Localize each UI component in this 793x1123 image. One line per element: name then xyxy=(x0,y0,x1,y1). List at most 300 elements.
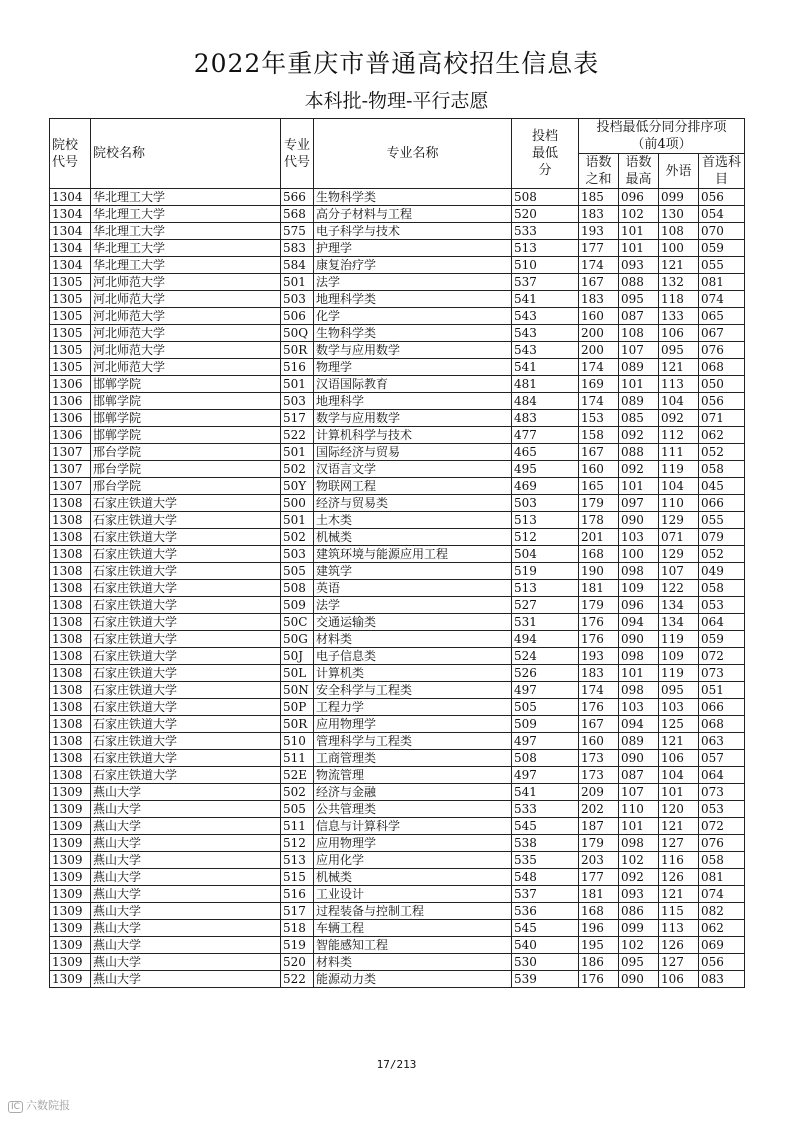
cell-max-score: 093 xyxy=(619,886,659,903)
cell-min-score: 483 xyxy=(512,410,579,427)
cell-major-code: 501 xyxy=(281,376,314,393)
cell-major-code: 50P xyxy=(281,699,314,716)
cell-max-score: 096 xyxy=(619,189,659,206)
cell-sum-score: 187 xyxy=(579,818,619,835)
cell-major-code: 50N xyxy=(281,682,314,699)
cell-sum-score: 179 xyxy=(579,495,619,512)
cell-sum-score: 181 xyxy=(579,580,619,597)
cell-max-score: 103 xyxy=(619,699,659,716)
cell-english-score: 095 xyxy=(659,682,699,699)
cell-school-code: 1304 xyxy=(50,257,91,274)
cell-english-score: 101 xyxy=(659,784,699,801)
cell-english-score: 107 xyxy=(659,563,699,580)
cell-school-name: 燕山大学 xyxy=(91,852,281,869)
cell-major-name: 法学 xyxy=(314,597,512,614)
cell-english-score: 133 xyxy=(659,308,699,325)
cell-sum-score: 173 xyxy=(579,750,619,767)
table-row xyxy=(50,767,745,784)
cell-english-score: 132 xyxy=(659,274,699,291)
cell-min-score: 495 xyxy=(512,461,579,478)
cell-english-score: 127 xyxy=(659,835,699,852)
cell-min-score: 541 xyxy=(512,784,579,801)
cell-primary-score: 059 xyxy=(699,240,745,257)
cell-min-score: 527 xyxy=(512,597,579,614)
cell-school-code: 1309 xyxy=(50,903,91,920)
cell-primary-score: 074 xyxy=(699,886,745,903)
cell-max-score: 101 xyxy=(619,376,659,393)
cell-min-score: 524 xyxy=(512,648,579,665)
cell-school-name: 燕山大学 xyxy=(91,886,281,903)
cell-school-code: 1308 xyxy=(50,546,91,563)
cell-school-code: 1305 xyxy=(50,342,91,359)
cell-school-name: 石家庄铁道大学 xyxy=(91,665,281,682)
table-row xyxy=(50,954,745,971)
cell-min-score: 543 xyxy=(512,342,579,359)
table-row xyxy=(50,682,745,699)
cell-major-name: 计算机类 xyxy=(314,665,512,682)
cell-school-name: 石家庄铁道大学 xyxy=(91,614,281,631)
cell-max-score: 102 xyxy=(619,206,659,223)
cell-english-score: 111 xyxy=(659,444,699,461)
cell-max-score: 088 xyxy=(619,274,659,291)
cell-sum-score: 183 xyxy=(579,665,619,682)
cell-sum-score: 190 xyxy=(579,563,619,580)
cell-major-code: 516 xyxy=(281,359,314,376)
cell-school-name: 石家庄铁道大学 xyxy=(91,631,281,648)
cell-school-code: 1307 xyxy=(50,478,91,495)
cell-min-score: 513 xyxy=(512,240,579,257)
cell-school-code: 1309 xyxy=(50,869,91,886)
cell-major-name: 高分子材料与工程 xyxy=(314,206,512,223)
cell-primary-score: 072 xyxy=(699,818,745,835)
cell-major-code: 50J xyxy=(281,648,314,665)
cell-major-name: 过程装备与控制工程 xyxy=(314,903,512,920)
cell-school-name: 华北理工大学 xyxy=(91,257,281,274)
cell-sum-score: 158 xyxy=(579,427,619,444)
cell-major-code: 502 xyxy=(281,784,314,801)
cell-major-code: 506 xyxy=(281,308,314,325)
cell-sum-score: 202 xyxy=(579,801,619,818)
cell-sum-score: 153 xyxy=(579,410,619,427)
cell-sum-score: 167 xyxy=(579,444,619,461)
cell-primary-score: 073 xyxy=(699,784,745,801)
cell-major-code: 511 xyxy=(281,750,314,767)
cell-min-score: 513 xyxy=(512,580,579,597)
cell-school-code: 1308 xyxy=(50,614,91,631)
table-row xyxy=(50,427,745,444)
cell-max-score: 101 xyxy=(619,223,659,240)
cell-major-code: 583 xyxy=(281,240,314,257)
cell-english-score: 106 xyxy=(659,971,699,988)
header-school-code: 院校代号 xyxy=(50,119,91,189)
cell-max-score: 095 xyxy=(619,291,659,308)
cell-major-name: 计算机科学与技术 xyxy=(314,427,512,444)
cell-english-score: 119 xyxy=(659,631,699,648)
cell-sum-score: 179 xyxy=(579,835,619,852)
cell-english-score: 121 xyxy=(659,359,699,376)
cell-max-score: 107 xyxy=(619,342,659,359)
cell-primary-score: 073 xyxy=(699,665,745,682)
cell-max-score: 095 xyxy=(619,954,659,971)
cell-major-name: 物联网工程 xyxy=(314,478,512,495)
cell-school-code: 1309 xyxy=(50,954,91,971)
header-major-name: 专业名称 xyxy=(314,119,512,189)
cell-major-name: 建筑环境与能源应用工程 xyxy=(314,546,512,563)
cell-primary-score: 068 xyxy=(699,716,745,733)
cell-school-code: 1309 xyxy=(50,920,91,937)
cell-primary-score: 064 xyxy=(699,767,745,784)
header-sub-sum: 语数之和 xyxy=(579,154,619,189)
cell-school-code: 1306 xyxy=(50,393,91,410)
cell-primary-score: 053 xyxy=(699,597,745,614)
cell-major-code: 510 xyxy=(281,733,314,750)
cell-min-score: 533 xyxy=(512,801,579,818)
cell-english-score: 115 xyxy=(659,903,699,920)
cell-school-name: 河北师范大学 xyxy=(91,291,281,308)
cell-school-name: 石家庄铁道大学 xyxy=(91,580,281,597)
cell-min-score: 538 xyxy=(512,835,579,852)
cell-primary-score: 056 xyxy=(699,393,745,410)
cell-min-score: 512 xyxy=(512,529,579,546)
cell-primary-score: 058 xyxy=(699,580,745,597)
table-row xyxy=(50,597,745,614)
cell-english-score: 121 xyxy=(659,257,699,274)
cell-school-name: 石家庄铁道大学 xyxy=(91,699,281,716)
cell-primary-score: 067 xyxy=(699,325,745,342)
cell-major-name: 地理科学类 xyxy=(314,291,512,308)
cell-major-name: 英语 xyxy=(314,580,512,597)
cell-major-name: 地理科学 xyxy=(314,393,512,410)
cell-sum-score: 186 xyxy=(579,954,619,971)
cell-english-score: 104 xyxy=(659,767,699,784)
cell-major-name: 机械类 xyxy=(314,869,512,886)
cell-min-score: 508 xyxy=(512,750,579,767)
table-row xyxy=(50,478,745,495)
cell-english-score: 130 xyxy=(659,206,699,223)
table-row xyxy=(50,495,745,512)
cell-major-name: 公共管理类 xyxy=(314,801,512,818)
cell-primary-score: 071 xyxy=(699,410,745,427)
cell-major-name: 交通运输类 xyxy=(314,614,512,631)
cell-major-code: 50G xyxy=(281,631,314,648)
cell-max-score: 101 xyxy=(619,240,659,257)
cell-major-name: 材料类 xyxy=(314,631,512,648)
cell-major-code: 50R xyxy=(281,716,314,733)
cell-max-score: 098 xyxy=(619,563,659,580)
cell-major-code: 503 xyxy=(281,393,314,410)
cell-school-code: 1308 xyxy=(50,699,91,716)
cell-major-code: 566 xyxy=(281,189,314,206)
cell-major-name: 信息与计算科学 xyxy=(314,818,512,835)
watermark xyxy=(8,1097,70,1113)
cell-primary-score: 062 xyxy=(699,920,745,937)
cell-school-name: 石家庄铁道大学 xyxy=(91,750,281,767)
cell-primary-score: 069 xyxy=(699,937,745,954)
cell-min-score: 545 xyxy=(512,818,579,835)
cell-sum-score: 169 xyxy=(579,376,619,393)
cell-primary-score: 066 xyxy=(699,495,745,512)
cell-sum-score: 177 xyxy=(579,869,619,886)
cell-school-code: 1308 xyxy=(50,750,91,767)
cell-school-name: 燕山大学 xyxy=(91,835,281,852)
cell-major-code: 500 xyxy=(281,495,314,512)
cell-school-code: 1308 xyxy=(50,716,91,733)
cell-major-code: 50Y xyxy=(281,478,314,495)
cell-english-score: 100 xyxy=(659,240,699,257)
cell-major-code: 516 xyxy=(281,886,314,903)
cell-min-score: 484 xyxy=(512,393,579,410)
cell-school-code: 1308 xyxy=(50,648,91,665)
cell-primary-score: 052 xyxy=(699,444,745,461)
table-row xyxy=(50,903,745,920)
cell-max-score: 100 xyxy=(619,546,659,563)
cell-english-score: 134 xyxy=(659,597,699,614)
cell-school-name: 华北理工大学 xyxy=(91,223,281,240)
cell-primary-score: 066 xyxy=(699,699,745,716)
cell-major-code: 502 xyxy=(281,529,314,546)
cell-school-name: 燕山大学 xyxy=(91,954,281,971)
cell-school-code: 1308 xyxy=(50,580,91,597)
cell-primary-score: 083 xyxy=(699,971,745,988)
cell-english-score: 120 xyxy=(659,801,699,818)
cell-english-score: 106 xyxy=(659,750,699,767)
table-row xyxy=(50,631,745,648)
cell-major-name: 经济与金融 xyxy=(314,784,512,801)
cell-school-name: 华北理工大学 xyxy=(91,206,281,223)
cell-major-code: 515 xyxy=(281,869,314,886)
cell-sum-score: 183 xyxy=(579,291,619,308)
cell-major-code: 520 xyxy=(281,954,314,971)
cell-max-score: 101 xyxy=(619,478,659,495)
cell-primary-score: 063 xyxy=(699,733,745,750)
cell-english-score: 071 xyxy=(659,529,699,546)
cell-school-code: 1304 xyxy=(50,206,91,223)
cell-min-score: 537 xyxy=(512,886,579,903)
table-row xyxy=(50,546,745,563)
cell-max-score: 092 xyxy=(619,869,659,886)
cell-primary-score: 056 xyxy=(699,954,745,971)
cell-english-score: 110 xyxy=(659,495,699,512)
cell-english-score: 113 xyxy=(659,920,699,937)
cell-english-score: 122 xyxy=(659,580,699,597)
table-row xyxy=(50,699,745,716)
cell-min-score: 497 xyxy=(512,733,579,750)
cell-min-score: 541 xyxy=(512,291,579,308)
cell-major-code: 505 xyxy=(281,801,314,818)
cell-max-score: 107 xyxy=(619,784,659,801)
cell-min-score: 533 xyxy=(512,223,579,240)
cell-school-code: 1309 xyxy=(50,852,91,869)
cell-major-name: 康复治疗学 xyxy=(314,257,512,274)
table-row xyxy=(50,393,745,410)
cell-max-score: 093 xyxy=(619,257,659,274)
cell-min-score: 494 xyxy=(512,631,579,648)
cell-min-score: 477 xyxy=(512,427,579,444)
cell-sum-score: 196 xyxy=(579,920,619,937)
cell-max-score: 089 xyxy=(619,359,659,376)
cell-sum-score: 176 xyxy=(579,971,619,988)
cell-major-name: 车辆工程 xyxy=(314,920,512,937)
cell-english-score: 109 xyxy=(659,648,699,665)
cell-english-score: 104 xyxy=(659,393,699,410)
cell-major-name: 生物科学类 xyxy=(314,189,512,206)
cell-max-score: 098 xyxy=(619,648,659,665)
cell-school-name: 石家庄铁道大学 xyxy=(91,648,281,665)
cell-major-code: 522 xyxy=(281,971,314,988)
cell-max-score: 094 xyxy=(619,716,659,733)
table-row xyxy=(50,665,745,682)
cell-major-name: 电子科学与技术 xyxy=(314,223,512,240)
cell-primary-score: 055 xyxy=(699,257,745,274)
cell-major-name: 安全科学与工程类 xyxy=(314,682,512,699)
cell-min-score: 548 xyxy=(512,869,579,886)
cell-primary-score: 064 xyxy=(699,614,745,631)
cell-min-score: 465 xyxy=(512,444,579,461)
cell-primary-score: 057 xyxy=(699,750,745,767)
cell-school-code: 1308 xyxy=(50,495,91,512)
cell-major-name: 智能感知工程 xyxy=(314,937,512,954)
cell-school-code: 1306 xyxy=(50,427,91,444)
table-row xyxy=(50,818,745,835)
cell-major-code: 522 xyxy=(281,427,314,444)
cell-english-score: 121 xyxy=(659,818,699,835)
cell-school-code: 1308 xyxy=(50,597,91,614)
cell-school-code: 1304 xyxy=(50,189,91,206)
cell-major-name: 国际经济与贸易 xyxy=(314,444,512,461)
cell-major-name: 材料类 xyxy=(314,954,512,971)
cell-major-code: 519 xyxy=(281,937,314,954)
cell-english-score: 095 xyxy=(659,342,699,359)
cell-school-name: 石家庄铁道大学 xyxy=(91,716,281,733)
cell-english-score: 099 xyxy=(659,189,699,206)
table-row xyxy=(50,852,745,869)
table-row xyxy=(50,750,745,767)
cell-school-code: 1309 xyxy=(50,937,91,954)
cell-school-code: 1309 xyxy=(50,784,91,801)
cell-major-name: 建筑学 xyxy=(314,563,512,580)
cell-min-score: 497 xyxy=(512,767,579,784)
cell-min-score: 510 xyxy=(512,257,579,274)
cell-school-code: 1305 xyxy=(50,274,91,291)
cell-major-name: 汉语言文学 xyxy=(314,461,512,478)
cell-school-name: 邢台学院 xyxy=(91,478,281,495)
cell-max-score: 099 xyxy=(619,920,659,937)
cell-english-score: 113 xyxy=(659,376,699,393)
table-row xyxy=(50,733,745,750)
cell-primary-score: 051 xyxy=(699,682,745,699)
cell-school-name: 华北理工大学 xyxy=(91,189,281,206)
cell-primary-score: 053 xyxy=(699,801,745,818)
cell-school-name: 石家庄铁道大学 xyxy=(91,767,281,784)
cell-max-score: 088 xyxy=(619,444,659,461)
cell-primary-score: 079 xyxy=(699,529,745,546)
cell-major-code: 50R xyxy=(281,342,314,359)
cell-major-code: 568 xyxy=(281,206,314,223)
cell-min-score: 520 xyxy=(512,206,579,223)
cell-school-code: 1308 xyxy=(50,767,91,784)
table-row xyxy=(50,257,745,274)
watermark-logo-icon: IC xyxy=(8,1101,23,1113)
cell-major-name: 经济与贸易类 xyxy=(314,495,512,512)
cell-primary-score: 076 xyxy=(699,342,745,359)
table-row xyxy=(50,325,745,342)
cell-school-code: 1309 xyxy=(50,971,91,988)
cell-english-score: 129 xyxy=(659,546,699,563)
table-row xyxy=(50,291,745,308)
cell-primary-score: 045 xyxy=(699,478,745,495)
cell-major-code: 518 xyxy=(281,920,314,937)
cell-sum-score: 168 xyxy=(579,903,619,920)
cell-major-code: 503 xyxy=(281,546,314,563)
cell-school-code: 1307 xyxy=(50,461,91,478)
cell-school-code: 1308 xyxy=(50,631,91,648)
table-row xyxy=(50,206,745,223)
cell-school-code: 1308 xyxy=(50,563,91,580)
cell-major-code: 503 xyxy=(281,291,314,308)
cell-school-name: 石家庄铁道大学 xyxy=(91,733,281,750)
cell-primary-score: 058 xyxy=(699,461,745,478)
cell-sum-score: 174 xyxy=(579,393,619,410)
table-row xyxy=(50,410,745,427)
table-row xyxy=(50,359,745,376)
cell-school-name: 石家庄铁道大学 xyxy=(91,682,281,699)
table-row xyxy=(50,529,745,546)
cell-min-score: 508 xyxy=(512,189,579,206)
cell-school-code: 1306 xyxy=(50,376,91,393)
cell-min-score: 531 xyxy=(512,614,579,631)
cell-max-score: 089 xyxy=(619,733,659,750)
cell-max-score: 103 xyxy=(619,529,659,546)
cell-major-code: 501 xyxy=(281,444,314,461)
cell-school-name: 石家庄铁道大学 xyxy=(91,563,281,580)
cell-max-score: 092 xyxy=(619,461,659,478)
cell-min-score: 543 xyxy=(512,308,579,325)
cell-min-score: 535 xyxy=(512,852,579,869)
cell-major-name: 应用化学 xyxy=(314,852,512,869)
cell-school-name: 邯郸学院 xyxy=(91,393,281,410)
cell-min-score: 526 xyxy=(512,665,579,682)
cell-major-code: 584 xyxy=(281,257,314,274)
cell-english-score: 112 xyxy=(659,427,699,444)
cell-school-code: 1308 xyxy=(50,665,91,682)
page-subtitle: 本科批-物理-平行志愿 xyxy=(304,90,489,112)
table-row xyxy=(50,801,745,818)
cell-primary-score: 056 xyxy=(699,189,745,206)
table-row xyxy=(50,512,745,529)
cell-sum-score: 165 xyxy=(579,478,619,495)
table-row xyxy=(50,716,745,733)
cell-major-code: 509 xyxy=(281,597,314,614)
cell-major-code: 511 xyxy=(281,818,314,835)
cell-english-score: 119 xyxy=(659,461,699,478)
cell-sum-score: 179 xyxy=(579,597,619,614)
cell-sum-score: 176 xyxy=(579,699,619,716)
cell-major-code: 505 xyxy=(281,563,314,580)
cell-min-score: 545 xyxy=(512,920,579,937)
cell-max-score: 101 xyxy=(619,665,659,682)
table-row xyxy=(50,342,745,359)
cell-school-code: 1309 xyxy=(50,801,91,818)
cell-primary-score: 074 xyxy=(699,291,745,308)
cell-sum-score: 200 xyxy=(579,342,619,359)
cell-major-name: 工程力学 xyxy=(314,699,512,716)
cell-school-name: 燕山大学 xyxy=(91,784,281,801)
cell-school-name: 燕山大学 xyxy=(91,818,281,835)
table-row xyxy=(50,274,745,291)
cell-major-name: 应用物理学 xyxy=(314,716,512,733)
cell-sum-score: 200 xyxy=(579,325,619,342)
cell-min-score: 539 xyxy=(512,971,579,988)
